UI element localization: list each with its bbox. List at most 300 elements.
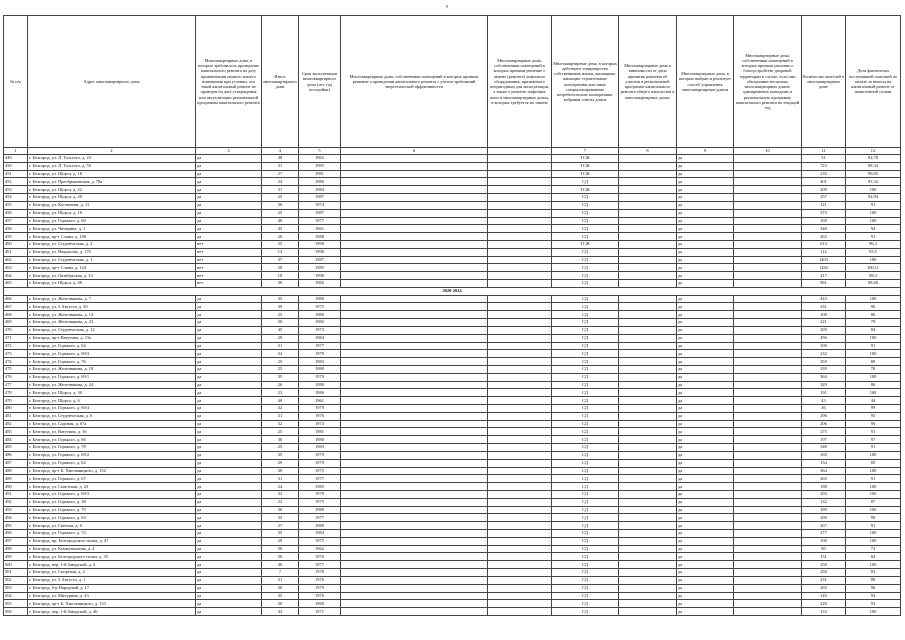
header-cell: Количество жителей в многоквартирном доме — [802, 16, 846, 148]
table-cell — [734, 311, 802, 319]
header-cell: Срок эксплуатации многоквартирного дома (лет, год постройки) — [299, 16, 341, 148]
table-cell — [488, 584, 552, 592]
table-cell: 31 — [262, 412, 299, 420]
table-cell — [619, 264, 677, 272]
table-cell: 50 — [262, 600, 299, 608]
table-cell — [619, 436, 677, 444]
table-cell: СД — [552, 506, 619, 514]
table-cell: 454 — [4, 194, 28, 202]
table-cell — [734, 248, 802, 256]
table-cell: 723 — [802, 162, 846, 170]
table-cell: 24 — [262, 483, 299, 491]
table-cell: г. Белгород, ул. Горького, д. 64 — [28, 342, 196, 350]
table-row — [4, 350, 901, 358]
table-cell — [619, 373, 677, 381]
table-cell: 121 — [802, 201, 846, 209]
table-cell — [488, 389, 552, 397]
table-cell: 1986 — [299, 389, 341, 397]
table-cell: 474 — [4, 358, 28, 366]
table-cell: 492 — [4, 498, 28, 506]
table-cell: 98,34 — [846, 162, 901, 170]
table-cell: 78 — [846, 365, 901, 373]
table-cell — [488, 506, 552, 514]
table-cell: да — [677, 240, 734, 248]
table-cell: 30 — [262, 319, 299, 327]
table-cell: 295 — [802, 326, 846, 334]
table-cell: СД — [552, 522, 619, 530]
table-cell: 1979 — [299, 350, 341, 358]
table-cell: 36 — [262, 201, 299, 209]
table-cell — [341, 373, 488, 381]
table-cell — [488, 326, 552, 334]
table-cell: да — [196, 436, 262, 444]
table-cell: 206 — [802, 420, 846, 428]
table-cell — [619, 444, 677, 452]
table-row — [4, 514, 901, 522]
table-cell: 100 — [846, 334, 901, 342]
table-cell — [341, 334, 488, 342]
table-cell: да — [196, 498, 262, 506]
table-cell: 473 — [4, 350, 28, 358]
table-cell — [488, 522, 552, 530]
table-cell: 1987 — [299, 256, 341, 264]
table-cell — [341, 592, 488, 600]
table-cell: СД — [552, 397, 619, 405]
table-cell: 100 — [846, 389, 901, 397]
table-cell: да — [677, 537, 734, 545]
table-cell — [619, 240, 677, 248]
table-cell: 26 — [262, 381, 299, 389]
table-cell: да — [196, 553, 262, 561]
table-cell: 1975 — [299, 498, 341, 506]
table-cell: да — [196, 530, 262, 538]
table-cell — [734, 522, 802, 530]
table-cell — [734, 256, 802, 264]
table-cell: 40 — [262, 561, 299, 569]
table-cell — [734, 444, 802, 452]
table-cell: СД — [552, 201, 619, 209]
table-cell: да — [196, 162, 262, 170]
table-cell: да — [677, 405, 734, 413]
housing-register-table — [3, 15, 901, 616]
table-cell — [734, 295, 802, 303]
table-cell: да — [196, 233, 262, 241]
table-cell — [734, 381, 802, 389]
table-cell: да — [196, 358, 262, 366]
table-cell — [341, 389, 488, 397]
table-cell: да — [677, 342, 734, 350]
table-cell: 290 — [802, 514, 846, 522]
table-cell — [488, 420, 552, 428]
table-cell — [341, 444, 488, 452]
table-cell: да — [196, 405, 262, 413]
table-cell — [488, 209, 552, 217]
table-cell — [341, 514, 488, 522]
table-cell — [341, 608, 488, 616]
table-cell — [488, 303, 552, 311]
table-cell — [619, 467, 677, 475]
table-cell — [341, 342, 488, 350]
table-cell: да — [677, 209, 734, 217]
table-cell: 460 — [4, 240, 28, 248]
table-cell: 165 — [802, 451, 846, 459]
table-cell: да — [196, 381, 262, 389]
table-cell: 456 — [4, 209, 28, 217]
table-cell: 93 — [846, 600, 901, 608]
table-cell: 87 — [846, 498, 901, 506]
section-label: 2020-2024 — [4, 287, 901, 295]
table-cell — [341, 490, 488, 498]
table-cell: 37 — [262, 256, 299, 264]
table-cell — [734, 405, 802, 413]
table-cell: 23 — [262, 389, 299, 397]
table-cell: да — [677, 295, 734, 303]
table-row — [4, 592, 901, 600]
table-cell — [619, 561, 677, 569]
table-cell: 231 — [802, 576, 846, 584]
table-cell: 505 — [4, 600, 28, 608]
table-cell: 1985 — [299, 162, 341, 170]
table-cell — [734, 467, 802, 475]
table-cell — [341, 600, 488, 608]
table-cell: 466 — [4, 295, 28, 303]
table-cell: 35 — [262, 451, 299, 459]
table-cell — [734, 608, 802, 616]
table-cell: 93,32 — [846, 178, 901, 186]
table-cell — [619, 545, 677, 553]
table-cell: СД — [552, 459, 619, 467]
table-cell: 50 — [262, 545, 299, 553]
table-cell: 1974 — [299, 420, 341, 428]
table-cell: да — [196, 420, 262, 428]
table-cell: 27 — [262, 170, 299, 178]
table-cell: 496 — [4, 530, 28, 538]
table-cell: 94 — [846, 592, 901, 600]
header-cell: Многоквартирные дома, в которых действуют товарищества собственников жилья, жилищные, жилищно-строительные кооперативы или иные специализированные потребительские кооперативы, избрания советы домов — [552, 16, 619, 148]
table-cell — [734, 475, 802, 483]
table-cell — [488, 155, 552, 163]
table-cell: 28 — [262, 264, 299, 272]
table-cell: да — [196, 490, 262, 498]
table-cell: 1980 — [299, 436, 341, 444]
table-cell: 30 — [262, 436, 299, 444]
table-cell: 98,68 — [846, 280, 901, 288]
table-cell: 169 — [802, 217, 846, 225]
table-cell — [734, 584, 802, 592]
table-cell — [341, 201, 488, 209]
table-cell — [619, 319, 677, 327]
table-cell: г. Белгород, ул. Мичурина, д. 43 — [28, 592, 196, 600]
table-cell — [488, 240, 552, 248]
table-cell: 25 — [262, 240, 299, 248]
table-cell: 96,3 — [846, 240, 901, 248]
table-row — [4, 459, 901, 467]
table-cell — [488, 358, 552, 366]
table-cell: да — [677, 233, 734, 241]
table-cell — [488, 483, 552, 491]
table-cell: 499 — [4, 553, 28, 561]
table-cell: г. Белгород, ул. Щорса, д. 18 — [28, 170, 196, 178]
table-row — [4, 405, 901, 413]
table-cell — [488, 451, 552, 459]
table-cell — [488, 530, 552, 538]
table-cell: 1979 — [299, 451, 341, 459]
table-cell: 506 — [4, 608, 28, 616]
table-cell — [488, 397, 552, 405]
table-cell: да — [196, 561, 262, 569]
table-cell: СД — [552, 225, 619, 233]
table-cell — [734, 451, 802, 459]
table-cell: да — [196, 155, 262, 163]
table-cell: 100 — [846, 506, 901, 514]
table-cell: 1976 — [299, 412, 341, 420]
table-cell: СД — [552, 264, 619, 272]
table-cell: 100 — [846, 295, 901, 303]
table-cell: 86 — [846, 311, 901, 319]
table-cell — [619, 280, 677, 288]
table-row — [4, 537, 901, 545]
table-cell — [488, 592, 552, 600]
table-row — [4, 584, 901, 592]
table-cell — [619, 350, 677, 358]
table-cell — [619, 201, 677, 209]
table-cell: 29 — [262, 459, 299, 467]
table-cell: 25 — [262, 428, 299, 436]
table-cell — [341, 569, 488, 577]
table-cell: 1987 — [299, 194, 341, 202]
table-cell — [488, 256, 552, 264]
table-cell: г. Белгород, пер. 1-й Заводской, д. 4 — [28, 561, 196, 569]
table-cell — [619, 490, 677, 498]
table-cell: 469 — [4, 319, 28, 327]
table-cell: да — [677, 428, 734, 436]
table-cell: СД — [552, 217, 619, 225]
table-cell — [619, 155, 677, 163]
table-cell: СД — [552, 584, 619, 592]
table-row — [4, 553, 901, 561]
table-cell — [734, 209, 802, 217]
table-cell — [619, 389, 677, 397]
table-cell — [488, 350, 552, 358]
table-cell: 99 — [846, 514, 901, 522]
table-row — [4, 530, 901, 538]
table-cell: да — [196, 201, 262, 209]
table-cell — [488, 342, 552, 350]
table-cell — [341, 412, 488, 420]
table-cell: 31 — [262, 576, 299, 584]
table-cell: 476 — [4, 373, 28, 381]
table-cell — [341, 194, 488, 202]
table-cell: 18 — [262, 272, 299, 280]
table-cell: 1978 — [299, 569, 341, 577]
table-cell — [341, 256, 488, 264]
table-cell — [734, 373, 802, 381]
table-cell — [619, 576, 677, 584]
table-cell: 1985 — [299, 264, 341, 272]
table-cell: да — [196, 311, 262, 319]
table-cell: 250 — [802, 569, 846, 577]
table-row — [4, 217, 901, 225]
table-cell — [488, 498, 552, 506]
header-cell: Адрес многоквартирного дома — [28, 16, 196, 148]
table-cell: 31 — [262, 186, 299, 194]
table-cell: да — [196, 186, 262, 194]
table-cell: 100 — [846, 217, 901, 225]
table-cell: 459 — [4, 233, 28, 241]
table-cell: 30 — [262, 584, 299, 592]
table-cell: 191 — [802, 389, 846, 397]
table-cell: 464 — [4, 272, 28, 280]
table-cell: 479 — [4, 397, 28, 405]
table-cell — [341, 162, 488, 170]
table-cell: 151 — [802, 553, 846, 561]
table-cell: 25 — [262, 209, 299, 217]
column-number-cell: 4 — [262, 148, 299, 155]
table-cell: СД — [552, 592, 619, 600]
table-cell: да — [196, 592, 262, 600]
table-cell — [619, 412, 677, 420]
table-cell: г. Белгород, ул. Светлая, д. 6 — [28, 522, 196, 530]
table-cell — [619, 295, 677, 303]
table-cell: да — [196, 459, 262, 467]
table-cell: 1977 — [299, 514, 341, 522]
table-cell: СД — [552, 256, 619, 264]
table-cell: 235 — [802, 170, 846, 178]
table-cell: СД — [552, 444, 619, 452]
table-cell: 24 — [262, 178, 299, 186]
table-cell — [619, 342, 677, 350]
table-cell — [341, 311, 488, 319]
table-cell: 95 — [846, 412, 901, 420]
table-cell — [734, 576, 802, 584]
table-cell: 481 — [4, 412, 28, 420]
table-cell — [734, 537, 802, 545]
table-cell: СД — [552, 334, 619, 342]
table-cell: 45 — [262, 326, 299, 334]
table-cell — [341, 155, 488, 163]
table-cell: 456 — [802, 334, 846, 342]
table-cell: 1987 — [299, 209, 341, 217]
table-cell: нет — [196, 248, 262, 256]
table-cell: да — [677, 280, 734, 288]
table-cell: г. Белгород, ул. 5 Августа, д. 30 — [28, 303, 196, 311]
table-cell: г. Белгород, ул. Горького, д. 66 — [28, 436, 196, 444]
table-cell — [619, 365, 677, 373]
table-cell — [734, 326, 802, 334]
table-cell: да — [677, 459, 734, 467]
table-cell — [488, 475, 552, 483]
table-cell — [488, 561, 552, 569]
table-cell: да — [196, 576, 262, 584]
table-cell — [734, 178, 802, 186]
table-cell: СД — [552, 467, 619, 475]
table-cell: да — [677, 264, 734, 272]
column-number-cell: 6 — [341, 148, 488, 155]
table-cell: г. Белгород, ул. Горького, д. 70 — [28, 506, 196, 514]
table-row — [4, 506, 901, 514]
table-cell: да — [677, 311, 734, 319]
table-cell: 84 — [846, 326, 901, 334]
table-cell: 80 — [802, 545, 846, 553]
table-cell: г. Белгород, ул. Щорса, д. 30 — [28, 389, 196, 397]
table-cell: СД — [552, 420, 619, 428]
table-row — [4, 319, 901, 327]
table-row — [4, 240, 901, 248]
table-cell: 498 — [4, 545, 28, 553]
table-cell — [488, 319, 552, 327]
table-cell: да — [677, 303, 734, 311]
table-cell: г. Белгород, ул. Горького, д. 38 — [28, 498, 196, 506]
table-cell — [734, 389, 802, 397]
table-cell — [341, 280, 488, 288]
table-cell — [619, 170, 677, 178]
table-cell: 364 — [802, 373, 846, 381]
table-row — [4, 389, 901, 397]
table-cell: 32 — [262, 405, 299, 413]
table-row — [4, 569, 901, 577]
table-cell: 189 — [802, 506, 846, 514]
table-cell — [619, 225, 677, 233]
table-cell: 35 — [262, 592, 299, 600]
table-cell: да — [196, 209, 262, 217]
table-cell — [619, 537, 677, 545]
table-cell: да — [677, 186, 734, 194]
table-cell: 91 — [846, 201, 901, 209]
table-cell: СД — [552, 373, 619, 381]
table-cell: г. Белгород, ул. Л. Толстого, д. 50 — [28, 162, 196, 170]
table-cell: 488 — [4, 467, 28, 475]
table-cell: да — [196, 545, 262, 553]
table-cell: да — [677, 584, 734, 592]
table-cell — [619, 530, 677, 538]
table-cell: г. Белгород, б-р Народный, д. 17 — [28, 584, 196, 592]
table-cell — [341, 420, 488, 428]
table-cell: г. Белгород, ул. 5 Августа, д. 1 — [28, 576, 196, 584]
table-cell — [341, 225, 488, 233]
table-cell: г. Белгород, ул. Садовая, д. 67а — [28, 420, 196, 428]
table-cell — [488, 514, 552, 522]
table-cell: 31 — [262, 342, 299, 350]
table-cell — [619, 194, 677, 202]
table-cell: нет — [196, 272, 262, 280]
table-cell — [734, 334, 802, 342]
column-number-cell: 12 — [846, 148, 901, 155]
table-cell: 465 — [4, 280, 28, 288]
table-cell: г. Белгород, ул. Советская, д. 23 — [28, 483, 196, 491]
table-cell: СД — [552, 381, 619, 389]
column-number-cell: 10 — [734, 148, 802, 155]
table-row — [4, 428, 901, 436]
table-cell — [619, 272, 677, 280]
table-cell — [488, 373, 552, 381]
table-cell: 364 — [802, 467, 846, 475]
column-number-cell: 7 — [552, 148, 619, 155]
table-cell: 265 — [802, 584, 846, 592]
table-cell: 1986 — [299, 178, 341, 186]
table-cell: г. Белгород, ул. Горького, д. 78 — [28, 444, 196, 452]
table-cell — [488, 272, 552, 280]
table-cell: СД — [552, 303, 619, 311]
table-cell: 39 — [262, 303, 299, 311]
column-number-cell: 9 — [677, 148, 734, 155]
table-cell — [488, 233, 552, 241]
table-cell: 263 — [802, 233, 846, 241]
table-cell: СД — [552, 405, 619, 413]
table-cell — [619, 256, 677, 264]
table-cell: 30 — [262, 467, 299, 475]
table-cell: 209 — [802, 186, 846, 194]
table-cell — [619, 334, 677, 342]
